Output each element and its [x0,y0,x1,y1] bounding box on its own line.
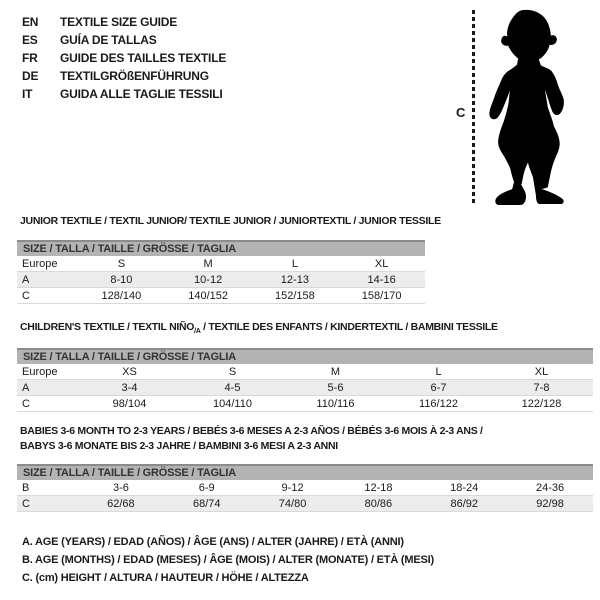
toddler-silhouette-image [482,9,574,207]
junior-size-table [17,240,425,304]
language-title: GUIDA ALLE TAGLIE TESSILI [60,87,223,101]
language-row [22,13,226,31]
table-cell: 12-18 [364,481,393,494]
table-cell: 158/170 [361,289,402,302]
table-cell: L [435,365,442,378]
row-label: C [22,497,30,510]
table-cell: 128/140 [101,289,142,302]
language-code: IT [22,87,33,101]
table-cell: 68/74 [192,497,221,510]
table-cell: 110/116 [316,397,355,410]
children-table-title [20,320,498,339]
table-row [17,288,425,304]
table-cell: M [330,365,341,378]
language-row [22,85,226,103]
row-label: Europe [22,257,58,270]
language-title: TEXTILE SIZE GUIDE [60,15,178,29]
row-label: A [22,381,30,394]
table-cell: 6-7 [430,381,447,394]
table-cell: 152/158 [274,289,315,302]
row-label: B [22,481,30,494]
junior-table-title [20,214,441,229]
table-cell: 80/86 [364,497,393,510]
note-line: C. (cm) HEIGHT / ALTURA / HAUTEUR / HÖHE / ALTEZZA [22,572,309,584]
table-title-line [20,214,441,229]
table-cell: 98/104 [112,397,147,410]
table-cell: 86/92 [450,497,478,510]
table-title-text: CHILDREN'S TEXTILE / TEXTIL NIÑO [20,321,195,333]
language-row [22,49,226,67]
language-code: FR [22,51,38,65]
row-label: C [22,397,30,410]
table-cell: L [291,257,298,270]
table-title-text: BABYS 3-6 MONATE BIS 2-3 JAHRE / BAMBINI 3-6 MESI A 2-3 ANNI [20,440,338,452]
table-cell: 92/98 [536,497,564,510]
table-cell: S [228,365,237,378]
language-code: ES [22,33,38,47]
language-list [22,13,226,103]
table-cell: 7-8 [533,381,550,394]
table-row [17,272,425,288]
table-cell: 3-6 [112,481,129,494]
table-title-text: JUNIOR TEXTILE / TEXTIL JUNIOR/ TEXTILE JUNIOR / JUNIORTEXTIL / JUNIOR TESSILE [20,215,441,227]
table-title-line [20,320,498,339]
table-cell: 62/68 [107,497,135,510]
babies-table-title [20,424,483,454]
table-cell: 12-13 [280,273,309,286]
height-dimension-line [472,10,475,206]
table-title-text: /A [194,328,201,336]
table-cell: 122/128 [521,397,562,410]
row-label: C [22,289,30,302]
table-row [17,396,593,412]
table-cell: 4-5 [224,381,241,394]
language-title: GUÍA DE TALLAS [60,33,157,47]
language-title: GUIDE DES TAILLES TEXTILE [60,51,227,65]
table-title-line [20,439,483,454]
row-label: A [22,273,30,286]
table-row [17,496,593,512]
dimension-label-c: C [456,105,466,120]
table-row [17,256,425,272]
table-cell: 10-12 [194,273,223,286]
language-row [22,67,226,85]
note-line: B. AGE (MONTHS) / EDAD (MESES) / ÂGE (MOIS) / ALTER (MONATE) / ETÀ (MESI) [22,554,434,566]
table-cell: 14-16 [367,273,396,286]
children-size-table [17,348,593,412]
language-row [22,31,226,49]
table-cell: 5-6 [327,381,344,394]
table-row [17,480,593,496]
language-title: TEXTILGRÖßENFÜHRUNG [60,69,209,83]
table-cell: 74/80 [278,497,307,510]
table-cell: 3-4 [121,381,138,394]
table-cell: S [117,257,126,270]
language-code: EN [22,15,39,29]
table-cell: 9-12 [281,481,304,494]
table-cell: XL [534,365,549,378]
table-row [17,364,593,380]
note-line: A. AGE (YEARS) / EDAD (AÑOS) / ÂGE (ANS) / ALTER (JAHRE) / ETÀ (ANNI) [22,536,404,548]
table-cell: XS [122,365,137,378]
table-cell: 18-24 [450,481,479,494]
language-code: DE [22,69,39,83]
table-cell: 104/110 [213,397,252,410]
table-cell: M [203,257,213,270]
table-title-line [20,424,483,439]
table-cell: 140/152 [188,289,228,302]
table-cell: 6-9 [198,481,215,494]
table-header-bar: SIZE / TALLA / TAILLE / GRÖSSE / TAGLIA [17,240,425,256]
babies-size-table [17,464,593,512]
row-label: Europe [22,365,58,378]
table-title-text: / TEXTILE DES ENFANTS / KINDERTEXTIL / BAMBINI TESSILE [200,321,498,333]
table-cell: XL [374,257,389,270]
table-header-bar: SIZE / TALLA / TAILLE / GRÖSSE / TAGLIA [17,348,593,364]
table-cell: 24-36 [535,481,565,494]
table-header-bar: SIZE / TALLA / TAILLE / GRÖSSE / TAGLIA [17,464,593,480]
table-cell: 8-10 [110,273,133,286]
footnote-legend [22,536,434,590]
table-row [17,380,593,396]
table-title-text: BABIES 3-6 MONTH TO 2-3 YEARS / BEBÉS 3-6 MESES A 2-3 AÑOS / BÉBÉS 3-6 MOIS À 2-3 ANS / [20,425,483,437]
table-cell: 116/122 [419,397,458,410]
